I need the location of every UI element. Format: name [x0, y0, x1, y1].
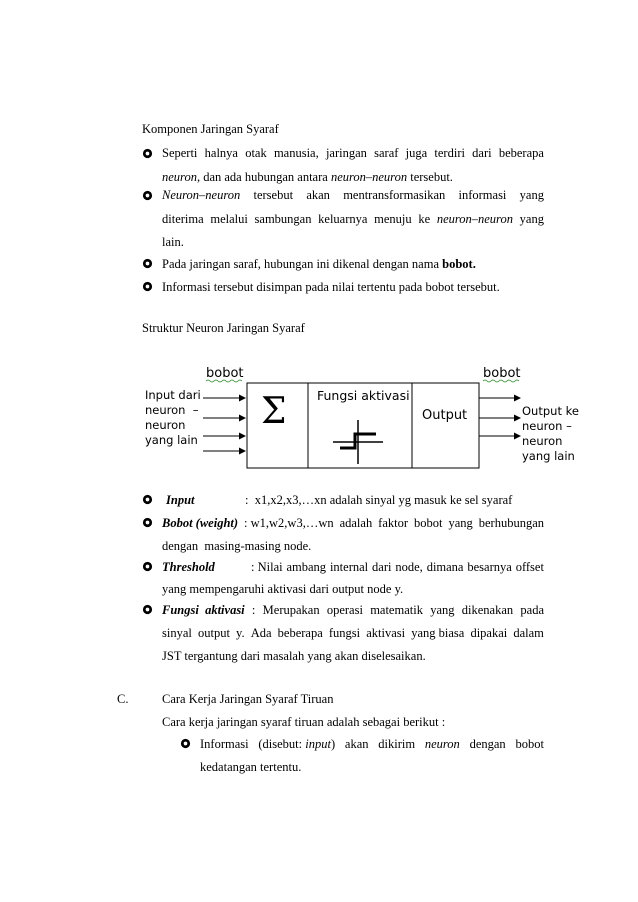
word: dipakai: [470, 626, 508, 640]
em-word: neuron–neuron: [436, 212, 513, 226]
output-target-label: [522, 404, 579, 464]
word: dikenakan: [461, 603, 514, 617]
komponen-b1-line1: [162, 145, 544, 161]
komponen-b2-line1: [162, 187, 544, 203]
word: fungsi: [328, 626, 361, 640]
word: (disebut:: [258, 737, 303, 751]
word: mentransformasikan: [343, 188, 446, 202]
def-fungsi-line3: JST tergantung dari masalah yang akan diselesaikan.: [162, 649, 426, 663]
def-threshold-line1: [251, 559, 544, 575]
desc: x1,x2,x3,…xn adalah sinyal yg masuk ke sel syaraf: [254, 493, 513, 507]
word: dengan: [469, 737, 506, 751]
word: besarnya: [467, 560, 512, 574]
bullet-icon: [142, 604, 153, 615]
word: Informasi: [200, 737, 249, 751]
word: ambang: [286, 560, 327, 574]
section-c-heading: Cara Kerja Jaringan Syaraf Tiruan: [162, 692, 334, 706]
label-bobot-left: bobot: [206, 366, 244, 381]
fungsi-aktivasi-label: Fungsi aktivasi: [317, 388, 410, 403]
text: Pada jaringan saraf, hubungan ini dikenal dengan nama: [162, 257, 443, 271]
em-neuron: neuron: [424, 737, 460, 751]
word: aktivasi: [366, 626, 406, 640]
word: Merupakan: [262, 603, 320, 617]
term-threshold: Threshold: [162, 560, 215, 574]
word: jaringan: [325, 146, 367, 160]
section-c-intro: Cara kerja jaringan syaraf tiruan adalah sebagai berikut :: [162, 715, 446, 729]
word: dikirim: [378, 737, 416, 751]
word: matematik: [370, 603, 423, 617]
def-input-desc: [245, 492, 512, 508]
output-line: neuron: [522, 434, 563, 448]
heading-struktur: Struktur Neuron Jaringan Syaraf: [142, 321, 305, 335]
term-fungsi: Fungsi aktivasi: [162, 603, 245, 617]
word: sinyal: [162, 626, 192, 640]
text: , dan ada hubungan antara: [196, 170, 331, 184]
bullet-icon: [142, 561, 153, 572]
word: sambungan: [254, 212, 312, 226]
word: melalui: [210, 212, 248, 226]
section-c-b1-line2: kedatangan tertentu.: [200, 760, 302, 774]
output-line: yang lain: [522, 449, 575, 463]
sep: :: [245, 493, 249, 507]
bullet-icon: [142, 148, 153, 159]
word: akan: [306, 188, 330, 202]
section-c-b1-line1: [200, 736, 544, 752]
word: keluarnya: [318, 212, 368, 226]
word: yang: [519, 212, 544, 226]
em-word: Neuron–neuron: [162, 188, 241, 202]
bullet-icon: [142, 281, 153, 292]
word: y.: [236, 626, 245, 640]
word: dari: [372, 560, 392, 574]
word: node,: [395, 560, 423, 574]
word: diterima: [162, 212, 204, 226]
bullet-icon: [142, 190, 153, 201]
word: terdiri: [434, 146, 465, 160]
word: manusia,: [273, 146, 319, 160]
word: dari: [472, 146, 492, 160]
word: ): [330, 737, 336, 751]
def-bobot-line2: dengan masing-masing node.: [162, 539, 312, 553]
word: faktor: [378, 516, 409, 530]
output-line: Output ke: [522, 404, 579, 418]
bullet-icon: [142, 258, 153, 269]
word: menuju: [374, 212, 412, 226]
sigma-symbol: Σ: [261, 391, 287, 432]
input-line: Input dari: [145, 388, 201, 402]
neuron-diagram: [140, 360, 580, 472]
word: pada: [520, 603, 544, 617]
word: internal: [329, 560, 369, 574]
word: dalam: [513, 626, 544, 640]
word: akan: [344, 737, 369, 751]
input-label: [145, 388, 201, 448]
term-bobot: Bobot (weight): [162, 516, 239, 530]
word: Ada: [250, 626, 272, 640]
def-threshold-line2: yang mempengaruhi aktivasi dari output node y.: [162, 582, 404, 596]
word: juga: [405, 146, 428, 160]
word: :: [251, 603, 256, 617]
word: adalah: [339, 516, 373, 530]
word: beberapa: [277, 626, 323, 640]
bullet-icon: [142, 517, 153, 528]
word: yang: [430, 603, 455, 617]
word: Seperti: [162, 146, 198, 160]
word: saraf: [374, 146, 399, 160]
word-group: [258, 736, 335, 752]
word: : Nilai: [251, 560, 283, 574]
word: : w1,w2,w3,…wn: [244, 516, 334, 530]
def-bobot-line1: [162, 515, 544, 531]
word: bobot: [414, 516, 443, 530]
word: output: [197, 626, 230, 640]
komponen-b4: Informasi tersebut disimpan pada nilai tertentu pada bobot tersebut.: [162, 280, 500, 294]
term-input: Input: [166, 493, 195, 507]
em-neuron: neuron: [162, 170, 197, 184]
output-label: Output: [422, 408, 468, 423]
word: ke: [418, 212, 431, 226]
word: yang: [519, 188, 544, 202]
word: bobot: [515, 737, 544, 751]
word: informasi: [458, 188, 507, 202]
text: tersebut.: [407, 170, 453, 184]
word: yang: [448, 516, 473, 530]
word: yang biasa: [411, 626, 465, 640]
word: berhubungan: [478, 516, 544, 530]
em-neuron-neuron: neuron–neuron: [330, 170, 408, 184]
def-input: [166, 492, 195, 508]
input-line: yang lain: [145, 433, 198, 447]
bold-bobot: bobot.: [442, 257, 476, 271]
label-bobot-right: bobot: [483, 366, 521, 381]
em-input: input: [305, 737, 331, 751]
bullet-icon: [142, 494, 153, 505]
def-fungsi-line1: [162, 602, 544, 618]
input-line: neuron: [145, 418, 186, 432]
word: tersebut: [253, 188, 294, 202]
komponen-b1-line2: [162, 169, 453, 185]
word: offset: [515, 560, 544, 574]
komponen-b3: [162, 256, 476, 272]
komponen-b2-line3: lain.: [162, 235, 184, 249]
output-line: neuron –: [522, 419, 572, 433]
def-fungsi-line2: [162, 625, 544, 641]
word: operasi: [326, 603, 363, 617]
word: beberapa: [498, 146, 544, 160]
bullet-icon: [180, 738, 191, 749]
komponen-b2-line2: [162, 211, 544, 227]
heading-komponen: Komponen Jaringan Syaraf: [142, 122, 279, 136]
def-threshold-term: [162, 559, 215, 575]
word: dimana: [426, 560, 464, 574]
section-c-number: C.: [117, 692, 129, 706]
input-line: neuron –: [145, 403, 199, 417]
word: otak: [245, 146, 267, 160]
word: halnya: [204, 146, 238, 160]
